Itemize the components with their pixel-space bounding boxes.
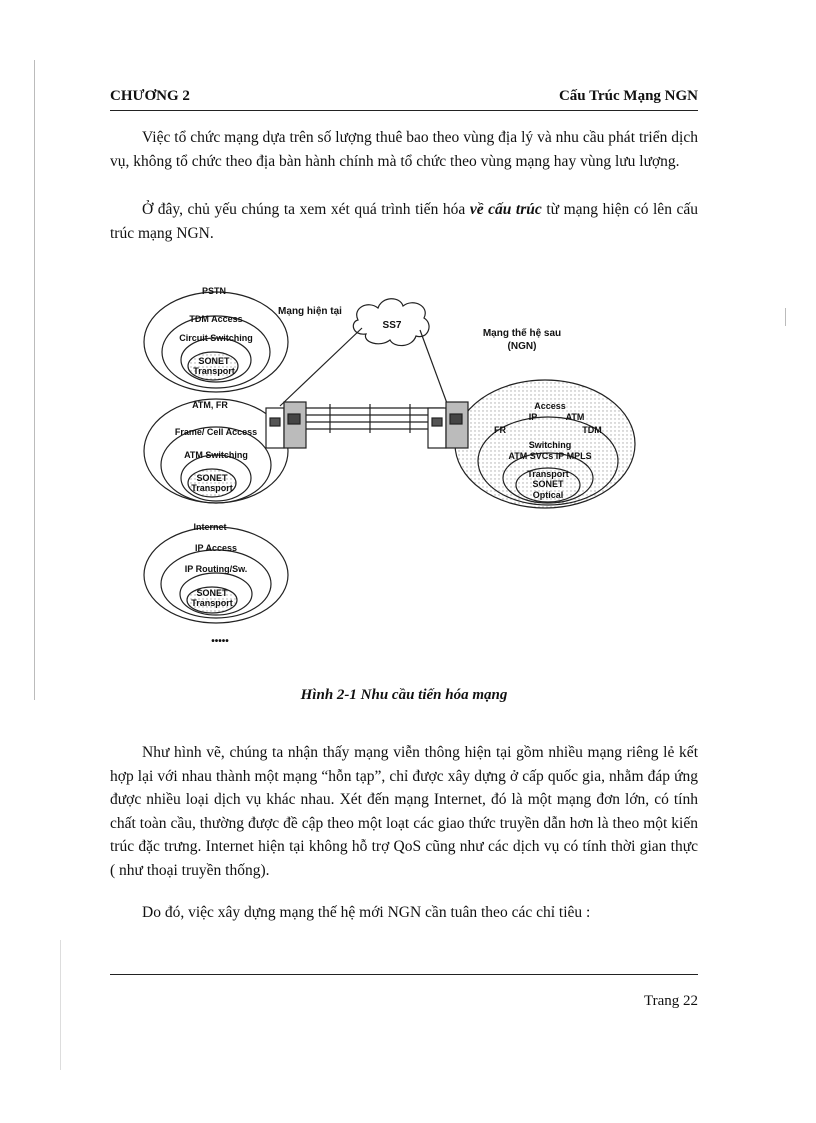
pstn-access-label: TDM Access [189, 314, 243, 324]
svg-text:Optical: Optical [532, 490, 564, 500]
pstn-switching-label: Circuit Switching [179, 333, 253, 343]
chapter-label: CHƯƠNG 2 [110, 88, 190, 104]
paragraph-1: Việc tổ chức mạng dựa trên số lượng thuê bao theo vùng địa lý và nhu cầu phát triển dịch vụ, không tổ chức theo địa bàn hành chính mà tổ chức theo vùng mạng hay vùng lưu lượng. [110, 129, 698, 170]
svg-text:Transport: Transport [527, 469, 569, 479]
atm-title: ATM, FR [192, 400, 228, 410]
paragraph-4: Do đó, việc xây dựng mạng thế hệ mới NGN cần tuân theo các chỉ tiêu : [142, 904, 591, 921]
svg-text:Access: Access [534, 401, 566, 411]
svg-text:Switching: Switching [528, 440, 572, 450]
page-header [110, 86, 698, 111]
scan-mark-bottom [60, 940, 61, 1070]
figure-caption: Hình 2-1 Nhu cầu tiến hóa mạng [300, 687, 508, 703]
more-dots: ••••• [211, 636, 229, 647]
network-evolution-diagram [130, 278, 690, 648]
chapter-title: Cấu Trúc Mạng NGN [558, 88, 698, 104]
atm-switching-label: ATM Switching [184, 450, 248, 460]
internet-title: Internet [193, 522, 227, 532]
svg-text:Transport: Transport [191, 598, 233, 608]
paragraph-2: Ở đây, chủ yếu chúng ta xem xét quá trình tiến hóa về cấu trúc từ mạng hiện có lên cấu trúc mạng NGN. [110, 201, 699, 242]
svg-text:SONET: SONET [196, 473, 228, 483]
svg-text:IP: IP [528, 412, 538, 422]
svg-text:ATM: ATM [565, 412, 585, 422]
svg-text:(NGN): (NGN) [507, 341, 537, 352]
svg-text:Transport: Transport [191, 483, 233, 493]
svg-text:TDM: TDM [582, 425, 602, 435]
ss7-label: SS7 [382, 320, 402, 331]
svg-text:SONET: SONET [532, 479, 564, 489]
ngn-label: Mạng thế hệ sau [482, 328, 562, 339]
current-network-label: Mạng hiện tại [278, 306, 342, 317]
emphasis-text: về cấu trúc [469, 201, 542, 218]
internet-access-label: IP Access [194, 543, 238, 553]
footer-rule [110, 974, 698, 975]
paragraph-3: Như hình vẽ, chúng ta nhận thấy mạng viễn thông hiện tại gồm nhiều mạng riêng lẻ kết hợp lại với nhau thành một mạng “hỗn tạp”, chỉ được xây dựng ở cấp quốc gia, nhằm đáp ứng được nhiều loại dịch vụ khác nhau. Xét đến mạng Internet, đó là một mạng đơn lớn, có tính chất toàn cầu, thường được đề cập theo một loạt các giao thức truyền dẫn hơn là theo một kiến trúc đặc trưng. Internet hiện tại không hỗ trợ QoS cũng như các dịch vụ có tính thời gian thực ( như thoại truyền thống). [110, 744, 698, 879]
atm-access-label: Frame/ Cell Access [174, 427, 258, 437]
svg-text:SONET: SONET [198, 356, 230, 366]
svg-text:ATM SVCs IP MPLS: ATM SVCs IP MPLS [508, 451, 592, 461]
scan-mark [785, 308, 786, 326]
page-number: Trang 22 [643, 993, 698, 1009]
internet-routing-label: IP Routing/Sw. [184, 564, 248, 574]
scan-margin-line [34, 60, 35, 700]
svg-text:Transport: Transport [193, 366, 235, 376]
pstn-title: PSTN [201, 286, 227, 296]
svg-text:SONET: SONET [196, 588, 228, 598]
svg-text:FR: FR [494, 425, 506, 435]
